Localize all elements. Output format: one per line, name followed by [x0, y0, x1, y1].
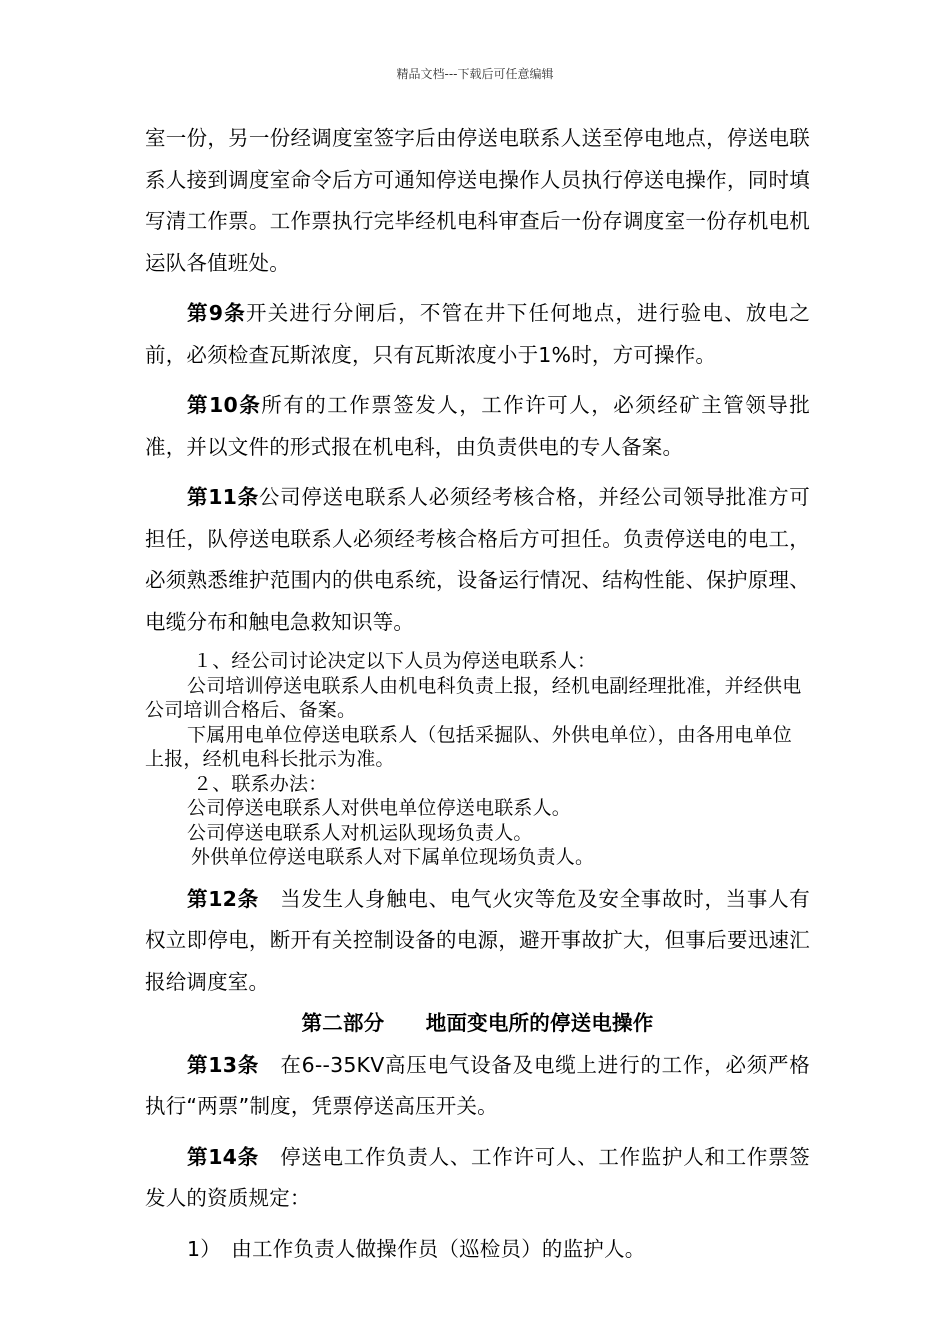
- paragraph-continuation: 室一份，另一份经调度室签字后由停送电联系人送至停电地点，停送电联系人接到调度室命令后方可通知停送电操作人员执行停送电操作，同时填写清工作票。工作票执行完毕经机电科审查后一份存调度室一份存机电机运队各值班处。: [145, 126, 810, 275]
- article-14: [145, 1137, 810, 1220]
- article-11-text: 公司停送电联系人必须经考核合格，并经公司领导批准方可担任，队停送电联系人必须经考核合格后方可担任。负责停送电的电工，必须熟悉维护范围内的供电系统，设备运行情况、结构性能、保护原理、电缆分布和触电急救知识等。: [145, 485, 811, 634]
- article-11-label: 第11条: [187, 485, 259, 509]
- article-12-label: 第12条: [187, 886, 259, 911]
- article-9-label: 第9条: [187, 301, 246, 325]
- article-13-text: 在6--35KV高压电气设备及电缆上进行的工作，必须严格执行“两票”制度，凭票停送高压开关。: [145, 1052, 810, 1118]
- article-11: [145, 477, 810, 643]
- page-header: 精品文档---下载后可任意编辑: [396, 67, 554, 81]
- sub-item-company-contact: 公司培训停送电联系人由机电科负责上报，经机电副经理批准，并经供电公司培训合格后、备案。: [145, 674, 802, 721]
- article-13: [145, 1045, 810, 1128]
- article-9-text: 开关进行分闸后，不管在井下任何地点，进行验电、放电之前，必须检查瓦斯浓度，只有瓦斯浓度小于1%时，方可操作。: [145, 301, 810, 367]
- sub-item-contact-3: 外供单位停送电联系人对下属单位现场负责人。: [191, 846, 595, 868]
- document-body: [145, 118, 810, 1270]
- article-10-label: 第10条: [187, 393, 262, 417]
- article-10: [145, 385, 810, 468]
- article-13-label: 第13条: [187, 1052, 260, 1077]
- sub-item-unit-contact: 下属用电单位停送电联系人（包括采掘队、外供电单位），由各用电单位上报，经机电科长批示为准。: [145, 723, 792, 770]
- article-14-label: 第14条: [187, 1144, 259, 1169]
- article-14-text: 停送电工作负责人、工作许可人、工作监护人和工作票签发人的资质规定：: [145, 1144, 811, 1210]
- sub-item-2: ２、联系办法：: [193, 772, 328, 795]
- sub-item-contact-2: 公司停送电联系人对机运队现场负责人。: [187, 821, 533, 844]
- article-12: [145, 879, 810, 1004]
- list-item-1: 1） 由工作负责人做操作员（巡检员）的监护人。: [187, 1236, 646, 1261]
- article-9: [145, 293, 810, 376]
- article-10-text: 所有的工作票签发人，工作许可人，必须经矿主管领导批准，并以文件的形式报在机电科，由负责供电的专人备案。: [145, 393, 811, 459]
- article-12-text: 当发生人身触电、电气火灾等危及安全事故时，当事人有权立即停电，断开有关控制设备的电源，避开事故扩大，但事后要迅速汇报给调度室。: [145, 886, 811, 994]
- sub-item-1: １、经公司讨论决定以下人员为停送电联系人：: [193, 650, 597, 672]
- sub-item-contact-1: 公司停送电联系人对供电单位停送电联系人。: [187, 797, 572, 819]
- section-heading: 第二部分 地面变电所的停送电操作: [301, 1011, 654, 1035]
